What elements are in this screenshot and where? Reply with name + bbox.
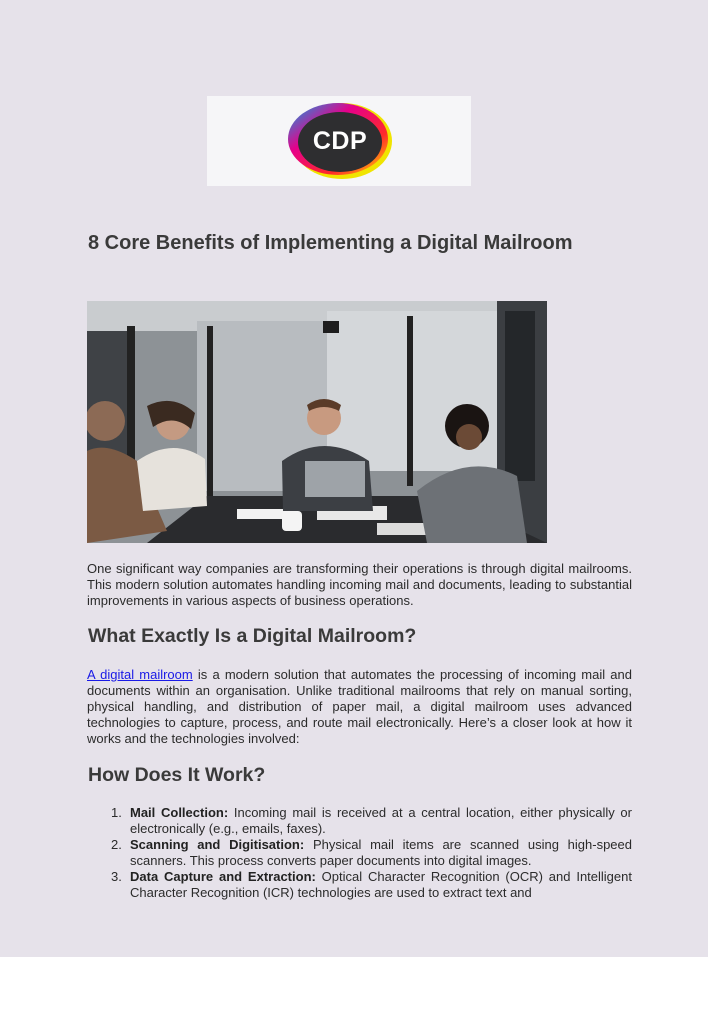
list-item-number: 2. — [111, 837, 122, 852]
section-heading-how: How Does It Work? — [88, 764, 266, 786]
section-heading-what: What Exactly Is a Digital Mailroom? — [88, 625, 417, 647]
list-item-term: Scanning and Digitisation: — [130, 837, 305, 852]
digital-mailroom-body: is a modern solution that automates the processing of incoming mail and documents within an organisation. Unlike traditional mailrooms that rely on manual sorting, physical handling, and distribution of paper mail, a digital mailroom uses advanced technologies to capture, process, and route mail electronically. Here’s a closer look at how it works and the technologies involved: — [87, 667, 632, 746]
list-item-text: Optical Character Recognition (OCR) and Intelligent Character Recognition (ICR) technologies are used to extract text and — [130, 869, 632, 900]
company-logo — [207, 96, 471, 186]
page-title: 8 Core Benefits of Implementing a Digital Mailroom — [88, 232, 573, 254]
list-item-number: 3. — [111, 869, 122, 884]
logo-text: CDP — [312, 126, 368, 155]
list-item — [87, 869, 632, 901]
list-item-text: Incoming mail is received at a central location, either physically or electronically (e.g., emails, faxes). — [130, 805, 632, 836]
list-item — [87, 805, 632, 837]
office-meeting-photo — [87, 301, 547, 543]
digital-mailroom-paragraph — [87, 667, 632, 747]
list-item-text: Physical mail items are scanned using high-speed scanners. This process converts paper documents into digital images. — [130, 837, 632, 868]
list-item-number: 1. — [111, 805, 122, 820]
intro-paragraph: One significant way companies are transforming their operations is through digital mailrooms. This modern solution automates handling incoming mail and documents, leading to substantial improvements in various aspects of business operations. — [87, 561, 632, 608]
how-it-works-list — [87, 805, 632, 901]
list-item-term: Mail Collection: — [130, 805, 229, 820]
digital-mailroom-link[interactable]: A digital mailroom — [87, 667, 193, 682]
list-item — [87, 837, 632, 869]
list-item-term: Data Capture and Extraction: — [130, 869, 316, 884]
